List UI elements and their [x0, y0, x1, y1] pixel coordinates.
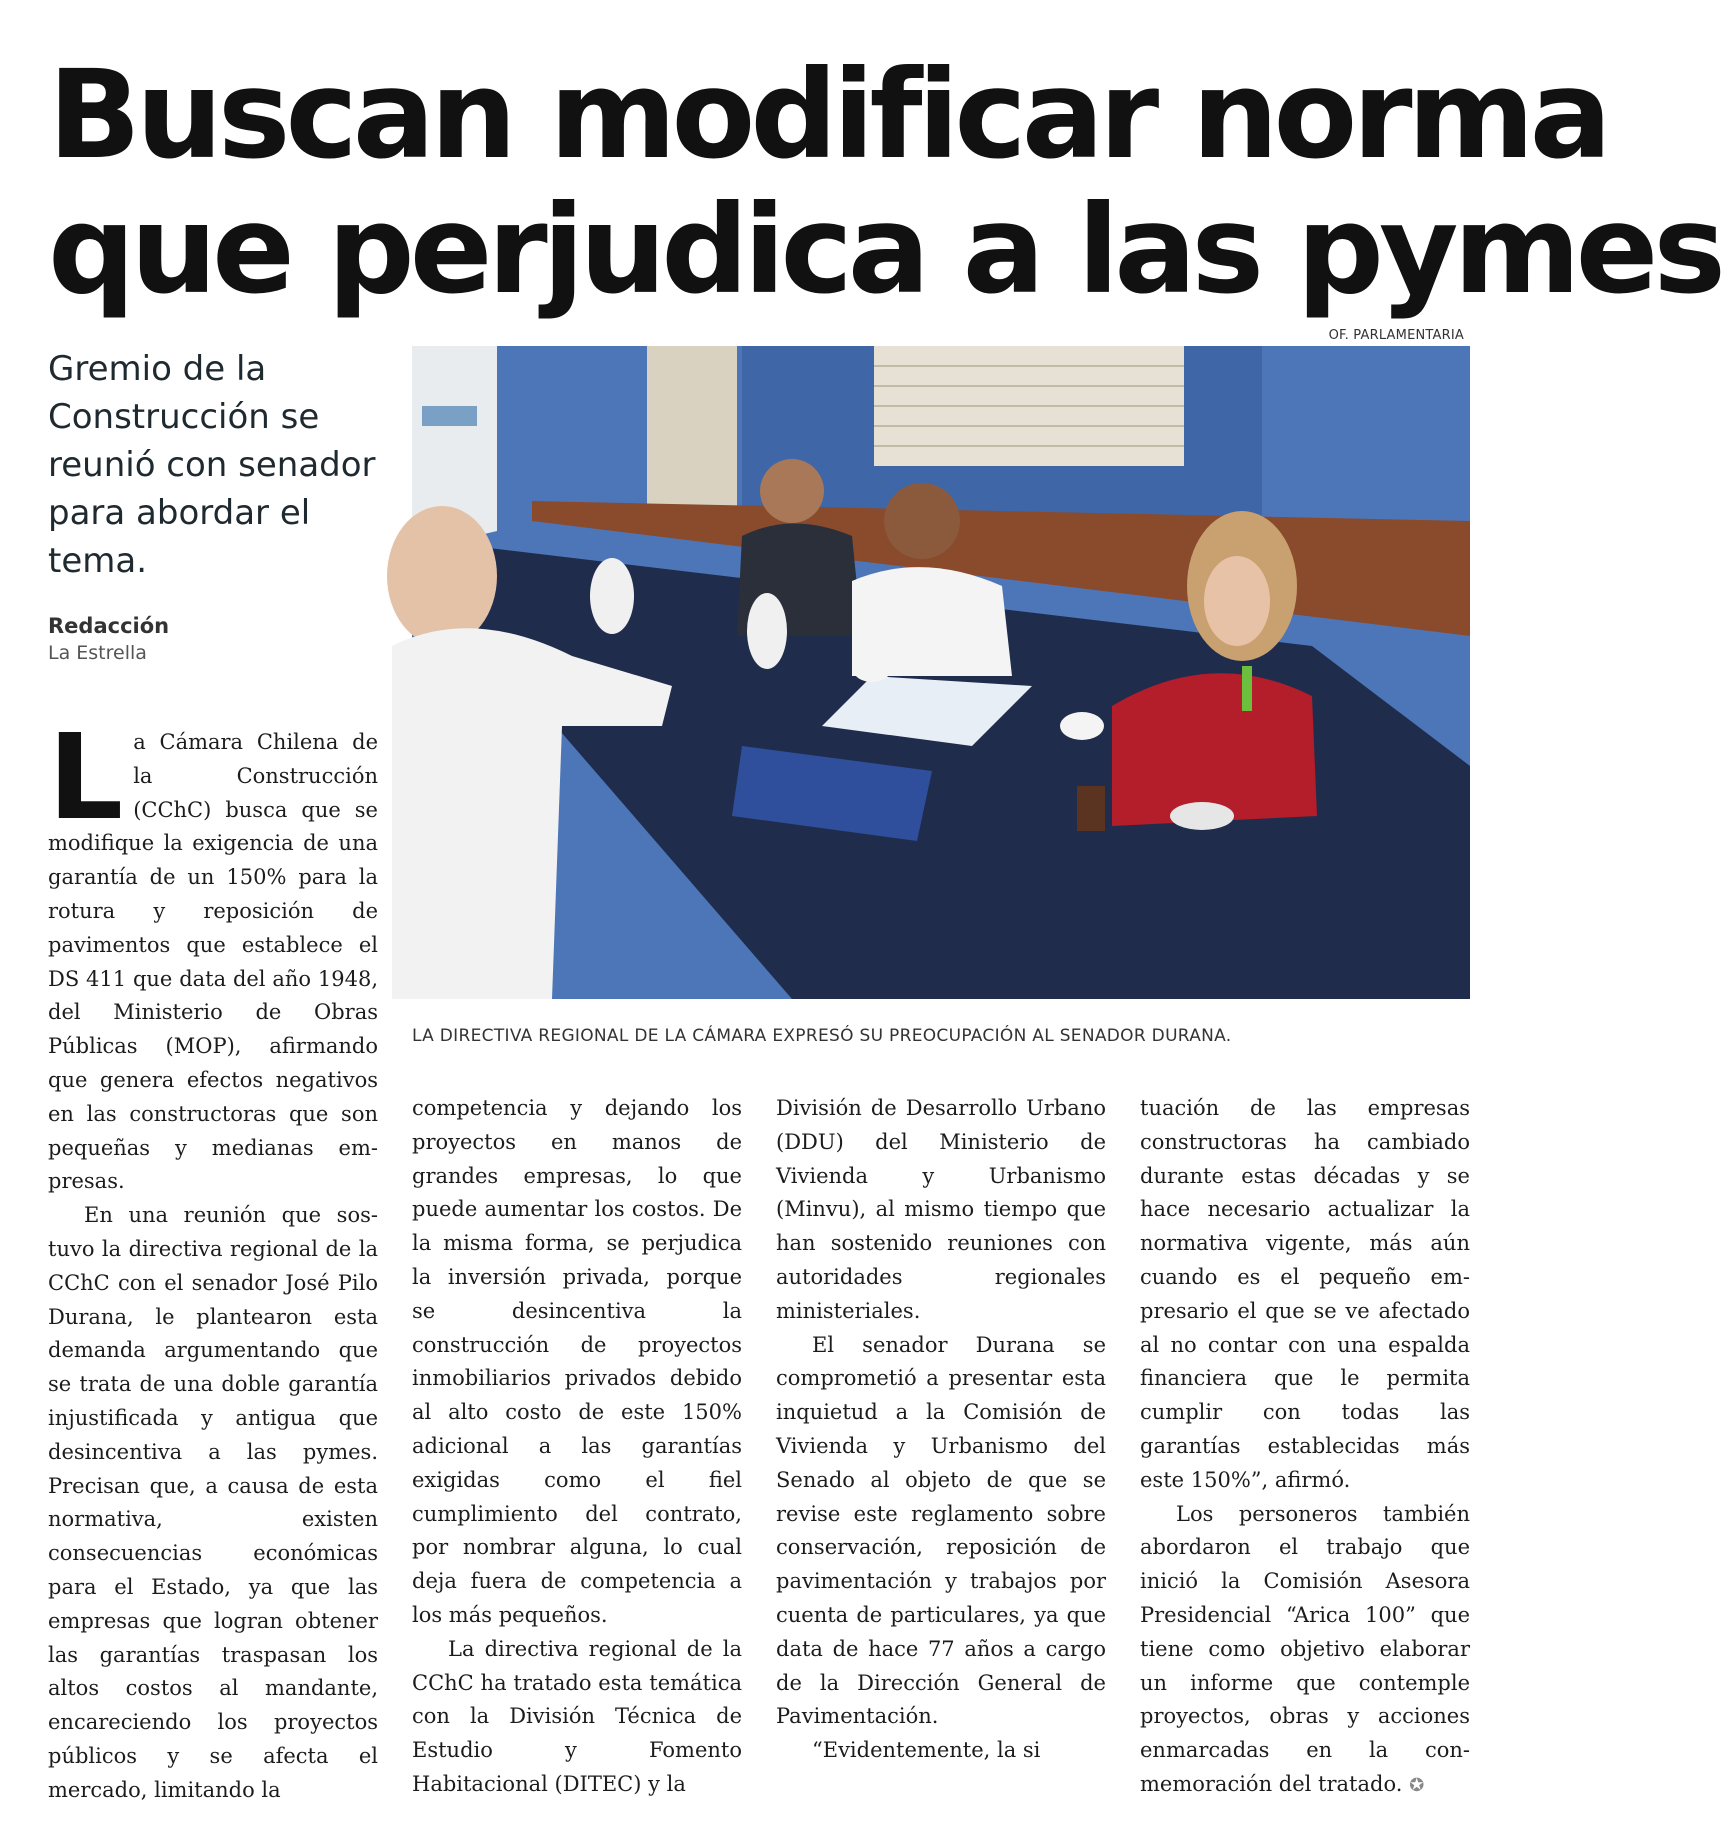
headline: [48, 44, 1721, 321]
article-column-4: [1140, 1092, 1470, 1803]
headline-line-1: Buscan modificar norma: [48, 44, 1607, 186]
coffee-jar: [1077, 786, 1105, 831]
byline-author: Redacción: [48, 614, 170, 638]
headline-line-2: que perjudica a las pymes: [48, 179, 1721, 321]
subheadline: Gremio de la Construcción se reunió con senador para abordar el tema.: [48, 349, 376, 581]
article-paragraph: [1140, 1498, 1470, 1803]
byline: [48, 612, 169, 666]
end-mark-icon: ✪: [1409, 1774, 1425, 1796]
photo-credit: OF. PARLAMENTARIA: [1328, 328, 1464, 343]
paragraph-text: a Cámara Chilena de la Construcción (CChC) busca que se modifique la exigencia de una garantía de un 150% para la rotura y reposición de pavimentos que establece el DS 411 que data del año 1948, del Ministerio de Obras Públicas (MOP), afirmando que genera efectos negativos en las constructoras que son pequeñas y medianas empresas.: [48, 730, 378, 1194]
man-center-head: [760, 459, 824, 523]
article-paragraph: tuación de las empresas constructoras ha cambiado durante estas décadas y se hace necesario actualizar la normativa vigente, más aún cuando es el pequeño empresario el que se ve afectado al no contar con una espalda financiera que le permita cumplir con todas las garantías establecidas más este 150%”, afirmó.: [1140, 1096, 1470, 1492]
meeting-photo-illustration: [412, 346, 1470, 999]
thermos-left: [590, 558, 634, 634]
byline-outlet: La Estrella: [48, 642, 147, 664]
man-left-head: [387, 506, 497, 646]
article-column-1: [48, 708, 378, 1808]
article-column-2: [412, 1092, 742, 1802]
article-paragraph: El senador Durana se comprometió a presentar esta inquietud a la Comisión de Vivienda y Urbanismo del Senado al objeto de que se revise este reglamento sobre conservación, reposición de pavimentación y trabajos por cuenta de particulares, ya que data de hace 77 años a cargo de la Dirección General de Pavimentación.: [776, 1332, 1106, 1729]
man-right-head: [884, 483, 960, 559]
article-paragraph: En una reunión que sostuvo la directiva regional de la CChC con el senador José Pilo Durana, le plantearon esta demanda argumentando que se trata de una doble garantía injustificada y antigua que desincentiva a las pymes. Precisan que, a causa de esta normativa, existen consecuencias económicas para el Estado, ya que las empresas que logran obtener las garantías traspasan los altos costos al mandante, encareciendo los proyectos públicos y se afecta el mercado, limitando la: [48, 1203, 378, 1802]
drop-cap: L: [48, 708, 124, 846]
photo-caption: LA DIRECTIVA REGIONAL DE LA CÁMARA EXPRESÓ SU PREOCUPACIÓN AL SENADOR DURANA.: [412, 1026, 1232, 1046]
bowl-right: [1170, 802, 1234, 830]
meeting-photo: [412, 346, 1470, 999]
projected-slide: [422, 406, 477, 426]
article-paragraph: División de Desarrollo Urbano (DDU) del Ministerio de Vivienda y Urbanismo (Minvu), al mismo tiempo que han sostenido reuniones con autoridades regionales ministeriales.: [776, 1096, 1106, 1323]
man-right-shirt: [852, 567, 1012, 676]
article-paragraph: [48, 708, 378, 1199]
coffee-cup-right: [1060, 712, 1104, 740]
coffee-cup-center: [854, 660, 890, 682]
article-paragraph: La directiva regional de la CChC ha tratado esta temática con la División Técnica de Estudio y Fomento Habitacional (DITEC) y la: [412, 1636, 742, 1796]
green-bottle: [1242, 666, 1252, 711]
article-column-3: [776, 1092, 1106, 1768]
article-paragraph: competencia y dejando los proyectos en manos de grandes empresas, lo que puede aumentar los costos. De la misma forma, se perjudica la inversión privada, porque se desincentiva la construcción de proyectos inmobiliarios privados debido al alto costo de este 150% adicional a las garantías exigidas como el fiel cumplimiento del contrato, por nombrar alguna, lo cual deja fuera de competencia a los más pequeños.: [412, 1096, 742, 1627]
thermos-right: [747, 593, 787, 669]
article-paragraph: “Evidentemente, la si: [812, 1738, 1041, 1763]
paragraph-text: Los personeros también abordaron el trabajo que inició la Comisión Asesora Presidencial “Arica 100” que tiene como objetivo elaborar un informe que contemple proyectos, obras y acciones enmarcadas en la conmemoración del tratado.: [1140, 1501, 1470, 1796]
woman-face: [1204, 556, 1270, 646]
window-blinds-left: [647, 346, 737, 516]
woman-red-blazer: [1112, 673, 1317, 826]
